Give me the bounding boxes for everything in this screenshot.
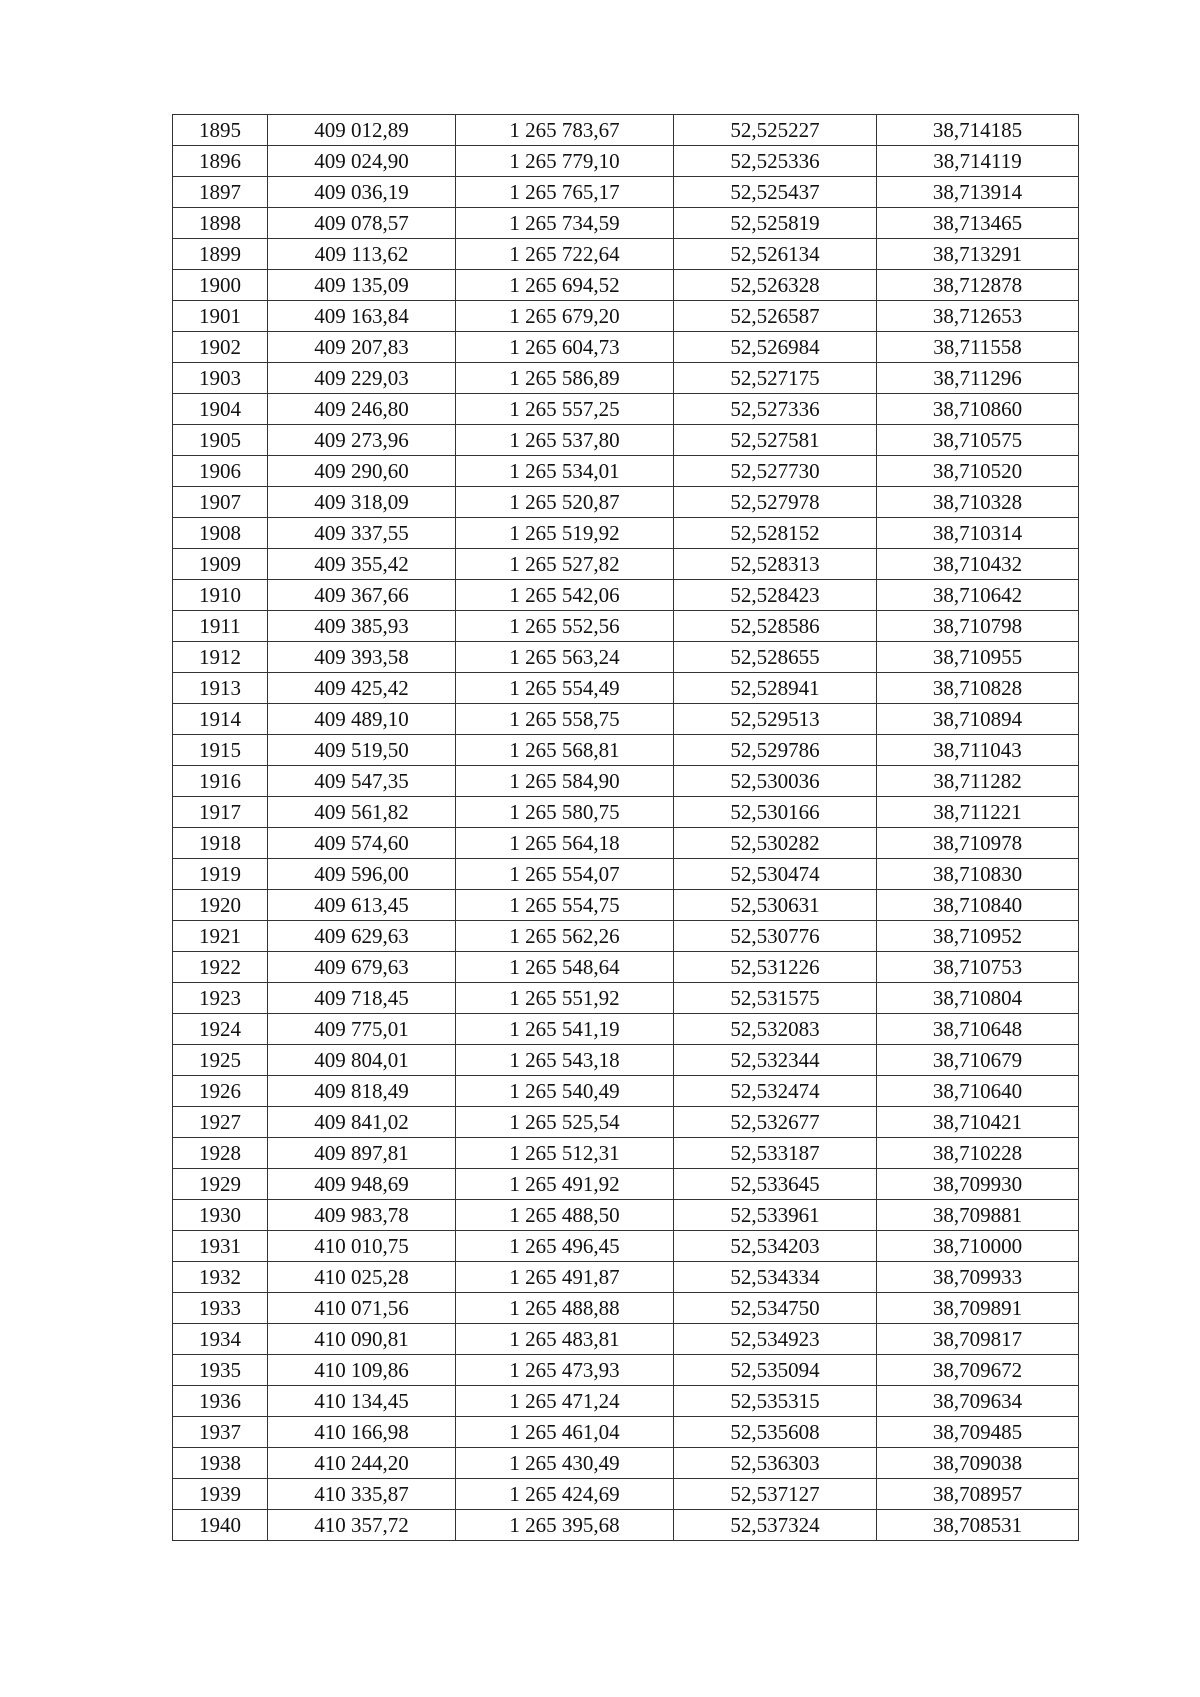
- y-coordinate-cell: 1 265 430,49: [456, 1448, 674, 1479]
- point-number-cell: 1938: [173, 1448, 268, 1479]
- point-number-cell: 1921: [173, 921, 268, 952]
- longitude-cell: 38,710000: [877, 1231, 1079, 1262]
- latitude-cell: 52,530776: [674, 921, 877, 952]
- point-number-cell: 1896: [173, 146, 268, 177]
- point-number-cell: 1925: [173, 1045, 268, 1076]
- point-number-cell: 1911: [173, 611, 268, 642]
- longitude-cell: 38,709485: [877, 1417, 1079, 1448]
- point-number-cell: 1915: [173, 735, 268, 766]
- table-row: [173, 394, 1079, 425]
- x-coordinate-cell: 409 519,50: [268, 735, 456, 766]
- x-coordinate-cell: 409 574,60: [268, 828, 456, 859]
- table-row: [173, 704, 1079, 735]
- coordinates-table-body: [173, 115, 1079, 1541]
- x-coordinate-cell: 409 897,81: [268, 1138, 456, 1169]
- table-row: [173, 549, 1079, 580]
- latitude-cell: 52,528655: [674, 642, 877, 673]
- point-number-cell: 1929: [173, 1169, 268, 1200]
- latitude-cell: 52,525819: [674, 208, 877, 239]
- point-number-cell: 1920: [173, 890, 268, 921]
- y-coordinate-cell: 1 265 580,75: [456, 797, 674, 828]
- table-row: [173, 1014, 1079, 1045]
- point-number-cell: 1935: [173, 1355, 268, 1386]
- table-row: [173, 1169, 1079, 1200]
- table-row: [173, 642, 1079, 673]
- y-coordinate-cell: 1 265 537,80: [456, 425, 674, 456]
- y-coordinate-cell: 1 265 473,93: [456, 1355, 674, 1386]
- longitude-cell: 38,708531: [877, 1510, 1079, 1541]
- table-row: [173, 983, 1079, 1014]
- longitude-cell: 38,713914: [877, 177, 1079, 208]
- x-coordinate-cell: 410 244,20: [268, 1448, 456, 1479]
- y-coordinate-cell: 1 265 540,49: [456, 1076, 674, 1107]
- table-row: [173, 146, 1079, 177]
- point-number-cell: 1912: [173, 642, 268, 673]
- point-number-cell: 1926: [173, 1076, 268, 1107]
- longitude-cell: 38,711558: [877, 332, 1079, 363]
- longitude-cell: 38,708957: [877, 1479, 1079, 1510]
- y-coordinate-cell: 1 265 783,67: [456, 115, 674, 146]
- y-coordinate-cell: 1 265 584,90: [456, 766, 674, 797]
- x-coordinate-cell: 409 841,02: [268, 1107, 456, 1138]
- y-coordinate-cell: 1 265 564,18: [456, 828, 674, 859]
- latitude-cell: 52,525437: [674, 177, 877, 208]
- y-coordinate-cell: 1 265 554,49: [456, 673, 674, 704]
- latitude-cell: 52,528423: [674, 580, 877, 611]
- table-row: [173, 1231, 1079, 1262]
- point-number-cell: 1924: [173, 1014, 268, 1045]
- latitude-cell: 52,526587: [674, 301, 877, 332]
- longitude-cell: 38,710228: [877, 1138, 1079, 1169]
- latitude-cell: 52,535094: [674, 1355, 877, 1386]
- x-coordinate-cell: 409 629,63: [268, 921, 456, 952]
- point-number-cell: 1939: [173, 1479, 268, 1510]
- x-coordinate-cell: 409 818,49: [268, 1076, 456, 1107]
- table-row: [173, 1200, 1079, 1231]
- table-row: [173, 580, 1079, 611]
- y-coordinate-cell: 1 265 519,92: [456, 518, 674, 549]
- latitude-cell: 52,532474: [674, 1076, 877, 1107]
- table-row: [173, 797, 1079, 828]
- x-coordinate-cell: 409 290,60: [268, 456, 456, 487]
- x-coordinate-cell: 409 163,84: [268, 301, 456, 332]
- latitude-cell: 52,537324: [674, 1510, 877, 1541]
- y-coordinate-cell: 1 265 558,75: [456, 704, 674, 735]
- y-coordinate-cell: 1 265 557,25: [456, 394, 674, 425]
- table-row: [173, 270, 1079, 301]
- table-row: [173, 456, 1079, 487]
- longitude-cell: 38,710314: [877, 518, 1079, 549]
- point-number-cell: 1895: [173, 115, 268, 146]
- longitude-cell: 38,713465: [877, 208, 1079, 239]
- y-coordinate-cell: 1 265 483,81: [456, 1324, 674, 1355]
- table-row: [173, 1355, 1079, 1386]
- x-coordinate-cell: 410 134,45: [268, 1386, 456, 1417]
- latitude-cell: 52,526328: [674, 270, 877, 301]
- x-coordinate-cell: 409 024,90: [268, 146, 456, 177]
- table-row: [173, 1293, 1079, 1324]
- latitude-cell: 52,534203: [674, 1231, 877, 1262]
- x-coordinate-cell: 409 547,35: [268, 766, 456, 797]
- point-number-cell: 1927: [173, 1107, 268, 1138]
- x-coordinate-cell: 409 273,96: [268, 425, 456, 456]
- x-coordinate-cell: 410 090,81: [268, 1324, 456, 1355]
- x-coordinate-cell: 410 357,72: [268, 1510, 456, 1541]
- y-coordinate-cell: 1 265 554,07: [456, 859, 674, 890]
- x-coordinate-cell: 409 561,82: [268, 797, 456, 828]
- longitude-cell: 38,710421: [877, 1107, 1079, 1138]
- table-row: [173, 1417, 1079, 1448]
- x-coordinate-cell: 409 337,55: [268, 518, 456, 549]
- x-coordinate-cell: 409 367,66: [268, 580, 456, 611]
- longitude-cell: 38,709817: [877, 1324, 1079, 1355]
- y-coordinate-cell: 1 265 779,10: [456, 146, 674, 177]
- latitude-cell: 52,527730: [674, 456, 877, 487]
- table-row: [173, 239, 1079, 270]
- latitude-cell: 52,527336: [674, 394, 877, 425]
- y-coordinate-cell: 1 265 765,17: [456, 177, 674, 208]
- table-row: [173, 363, 1079, 394]
- table-row: [173, 766, 1079, 797]
- latitude-cell: 52,529513: [674, 704, 877, 735]
- longitude-cell: 38,709891: [877, 1293, 1079, 1324]
- y-coordinate-cell: 1 265 496,45: [456, 1231, 674, 1262]
- y-coordinate-cell: 1 265 694,52: [456, 270, 674, 301]
- table-row: [173, 332, 1079, 363]
- table-row: [173, 859, 1079, 890]
- longitude-cell: 38,710753: [877, 952, 1079, 983]
- y-coordinate-cell: 1 265 520,87: [456, 487, 674, 518]
- y-coordinate-cell: 1 265 722,64: [456, 239, 674, 270]
- table-row: [173, 890, 1079, 921]
- y-coordinate-cell: 1 265 488,88: [456, 1293, 674, 1324]
- latitude-cell: 52,530474: [674, 859, 877, 890]
- longitude-cell: 38,709634: [877, 1386, 1079, 1417]
- table-row: [173, 735, 1079, 766]
- point-number-cell: 1905: [173, 425, 268, 456]
- table-row: [173, 487, 1079, 518]
- point-number-cell: 1940: [173, 1510, 268, 1541]
- latitude-cell: 52,527175: [674, 363, 877, 394]
- point-number-cell: 1931: [173, 1231, 268, 1262]
- latitude-cell: 52,526984: [674, 332, 877, 363]
- latitude-cell: 52,532083: [674, 1014, 877, 1045]
- point-number-cell: 1907: [173, 487, 268, 518]
- x-coordinate-cell: 410 025,28: [268, 1262, 456, 1293]
- point-number-cell: 1922: [173, 952, 268, 983]
- table-row: [173, 301, 1079, 332]
- table-row: [173, 611, 1079, 642]
- longitude-cell: 38,709881: [877, 1200, 1079, 1231]
- table-row: [173, 1510, 1079, 1541]
- latitude-cell: 52,533187: [674, 1138, 877, 1169]
- latitude-cell: 52,528941: [674, 673, 877, 704]
- x-coordinate-cell: 409 355,42: [268, 549, 456, 580]
- x-coordinate-cell: 409 318,09: [268, 487, 456, 518]
- x-coordinate-cell: 409 078,57: [268, 208, 456, 239]
- longitude-cell: 38,710640: [877, 1076, 1079, 1107]
- x-coordinate-cell: 410 071,56: [268, 1293, 456, 1324]
- x-coordinate-cell: 409 775,01: [268, 1014, 456, 1045]
- x-coordinate-cell: 409 804,01: [268, 1045, 456, 1076]
- y-coordinate-cell: 1 265 461,04: [456, 1417, 674, 1448]
- longitude-cell: 38,712878: [877, 270, 1079, 301]
- point-number-cell: 1928: [173, 1138, 268, 1169]
- latitude-cell: 52,530282: [674, 828, 877, 859]
- point-number-cell: 1898: [173, 208, 268, 239]
- table-row: [173, 828, 1079, 859]
- x-coordinate-cell: 410 109,86: [268, 1355, 456, 1386]
- latitude-cell: 52,527978: [674, 487, 877, 518]
- y-coordinate-cell: 1 265 491,87: [456, 1262, 674, 1293]
- latitude-cell: 52,530631: [674, 890, 877, 921]
- longitude-cell: 38,709933: [877, 1262, 1079, 1293]
- table-row: [173, 177, 1079, 208]
- y-coordinate-cell: 1 265 586,89: [456, 363, 674, 394]
- latitude-cell: 52,526134: [674, 239, 877, 270]
- y-coordinate-cell: 1 265 679,20: [456, 301, 674, 332]
- x-coordinate-cell: 410 010,75: [268, 1231, 456, 1262]
- longitude-cell: 38,710520: [877, 456, 1079, 487]
- longitude-cell: 38,710804: [877, 983, 1079, 1014]
- y-coordinate-cell: 1 265 548,64: [456, 952, 674, 983]
- longitude-cell: 38,710894: [877, 704, 1079, 735]
- longitude-cell: 38,710798: [877, 611, 1079, 642]
- table-row: [173, 115, 1079, 146]
- x-coordinate-cell: 409 385,93: [268, 611, 456, 642]
- latitude-cell: 52,530036: [674, 766, 877, 797]
- y-coordinate-cell: 1 265 491,92: [456, 1169, 674, 1200]
- latitude-cell: 52,535608: [674, 1417, 877, 1448]
- point-number-cell: 1904: [173, 394, 268, 425]
- longitude-cell: 38,711043: [877, 735, 1079, 766]
- point-number-cell: 1900: [173, 270, 268, 301]
- table-row: [173, 1479, 1079, 1510]
- y-coordinate-cell: 1 265 488,50: [456, 1200, 674, 1231]
- point-number-cell: 1908: [173, 518, 268, 549]
- longitude-cell: 38,709930: [877, 1169, 1079, 1200]
- y-coordinate-cell: 1 265 563,24: [456, 642, 674, 673]
- x-coordinate-cell: 409 036,19: [268, 177, 456, 208]
- point-number-cell: 1897: [173, 177, 268, 208]
- longitude-cell: 38,710830: [877, 859, 1079, 890]
- point-number-cell: 1902: [173, 332, 268, 363]
- y-coordinate-cell: 1 265 424,69: [456, 1479, 674, 1510]
- longitude-cell: 38,711221: [877, 797, 1079, 828]
- table-row: [173, 1386, 1079, 1417]
- point-number-cell: 1934: [173, 1324, 268, 1355]
- point-number-cell: 1916: [173, 766, 268, 797]
- latitude-cell: 52,535315: [674, 1386, 877, 1417]
- y-coordinate-cell: 1 265 568,81: [456, 735, 674, 766]
- point-number-cell: 1899: [173, 239, 268, 270]
- latitude-cell: 52,525336: [674, 146, 877, 177]
- table-row: [173, 518, 1079, 549]
- longitude-cell: 38,710840: [877, 890, 1079, 921]
- x-coordinate-cell: 409 718,45: [268, 983, 456, 1014]
- longitude-cell: 38,710328: [877, 487, 1079, 518]
- point-number-cell: 1930: [173, 1200, 268, 1231]
- latitude-cell: 52,537127: [674, 1479, 877, 1510]
- table-row: [173, 1138, 1079, 1169]
- longitude-cell: 38,710642: [877, 580, 1079, 611]
- point-number-cell: 1936: [173, 1386, 268, 1417]
- table-row: [173, 208, 1079, 239]
- table-row: [173, 1076, 1079, 1107]
- latitude-cell: 52,533645: [674, 1169, 877, 1200]
- x-coordinate-cell: 410 166,98: [268, 1417, 456, 1448]
- table-row: [173, 1045, 1079, 1076]
- table-row: [173, 1107, 1079, 1138]
- y-coordinate-cell: 1 265 534,01: [456, 456, 674, 487]
- x-coordinate-cell: 409 246,80: [268, 394, 456, 425]
- latitude-cell: 52,527581: [674, 425, 877, 456]
- table-row: [173, 1324, 1079, 1355]
- point-number-cell: 1914: [173, 704, 268, 735]
- point-number-cell: 1923: [173, 983, 268, 1014]
- y-coordinate-cell: 1 265 541,19: [456, 1014, 674, 1045]
- longitude-cell: 38,714185: [877, 115, 1079, 146]
- y-coordinate-cell: 1 265 551,92: [456, 983, 674, 1014]
- x-coordinate-cell: 409 425,42: [268, 673, 456, 704]
- point-number-cell: 1903: [173, 363, 268, 394]
- latitude-cell: 52,525227: [674, 115, 877, 146]
- latitude-cell: 52,532677: [674, 1107, 877, 1138]
- table-row: [173, 921, 1079, 952]
- table-row: [173, 952, 1079, 983]
- latitude-cell: 52,536303: [674, 1448, 877, 1479]
- x-coordinate-cell: 409 983,78: [268, 1200, 456, 1231]
- y-coordinate-cell: 1 265 512,31: [456, 1138, 674, 1169]
- longitude-cell: 38,712653: [877, 301, 1079, 332]
- longitude-cell: 38,709672: [877, 1355, 1079, 1386]
- table-row: [173, 1448, 1079, 1479]
- latitude-cell: 52,533961: [674, 1200, 877, 1231]
- y-coordinate-cell: 1 265 562,26: [456, 921, 674, 952]
- point-number-cell: 1910: [173, 580, 268, 611]
- longitude-cell: 38,710860: [877, 394, 1079, 425]
- y-coordinate-cell: 1 265 525,54: [456, 1107, 674, 1138]
- y-coordinate-cell: 1 265 471,24: [456, 1386, 674, 1417]
- x-coordinate-cell: 410 335,87: [268, 1479, 456, 1510]
- x-coordinate-cell: 409 207,83: [268, 332, 456, 363]
- x-coordinate-cell: 409 613,45: [268, 890, 456, 921]
- y-coordinate-cell: 1 265 527,82: [456, 549, 674, 580]
- point-number-cell: 1901: [173, 301, 268, 332]
- longitude-cell: 38,711282: [877, 766, 1079, 797]
- longitude-cell: 38,710978: [877, 828, 1079, 859]
- longitude-cell: 38,709038: [877, 1448, 1079, 1479]
- longitude-cell: 38,710955: [877, 642, 1079, 673]
- point-number-cell: 1918: [173, 828, 268, 859]
- coordinates-table: [172, 114, 1079, 1541]
- latitude-cell: 52,528586: [674, 611, 877, 642]
- latitude-cell: 52,531226: [674, 952, 877, 983]
- latitude-cell: 52,530166: [674, 797, 877, 828]
- y-coordinate-cell: 1 265 542,06: [456, 580, 674, 611]
- x-coordinate-cell: 409 596,00: [268, 859, 456, 890]
- point-number-cell: 1933: [173, 1293, 268, 1324]
- latitude-cell: 52,528152: [674, 518, 877, 549]
- x-coordinate-cell: 409 229,03: [268, 363, 456, 394]
- y-coordinate-cell: 1 265 543,18: [456, 1045, 674, 1076]
- point-number-cell: 1919: [173, 859, 268, 890]
- x-coordinate-cell: 409 393,58: [268, 642, 456, 673]
- y-coordinate-cell: 1 265 734,59: [456, 208, 674, 239]
- longitude-cell: 38,710575: [877, 425, 1079, 456]
- table-row: [173, 1262, 1079, 1293]
- y-coordinate-cell: 1 265 552,56: [456, 611, 674, 642]
- point-number-cell: 1913: [173, 673, 268, 704]
- latitude-cell: 52,529786: [674, 735, 877, 766]
- longitude-cell: 38,710828: [877, 673, 1079, 704]
- longitude-cell: 38,710952: [877, 921, 1079, 952]
- point-number-cell: 1932: [173, 1262, 268, 1293]
- x-coordinate-cell: 409 135,09: [268, 270, 456, 301]
- table-row: [173, 425, 1079, 456]
- longitude-cell: 38,710679: [877, 1045, 1079, 1076]
- y-coordinate-cell: 1 265 604,73: [456, 332, 674, 363]
- latitude-cell: 52,531575: [674, 983, 877, 1014]
- point-number-cell: 1909: [173, 549, 268, 580]
- y-coordinate-cell: 1 265 554,75: [456, 890, 674, 921]
- x-coordinate-cell: 409 948,69: [268, 1169, 456, 1200]
- point-number-cell: 1937: [173, 1417, 268, 1448]
- x-coordinate-cell: 409 679,63: [268, 952, 456, 983]
- longitude-cell: 38,713291: [877, 239, 1079, 270]
- longitude-cell: 38,710432: [877, 549, 1079, 580]
- longitude-cell: 38,711296: [877, 363, 1079, 394]
- x-coordinate-cell: 409 012,89: [268, 115, 456, 146]
- longitude-cell: 38,710648: [877, 1014, 1079, 1045]
- latitude-cell: 52,534750: [674, 1293, 877, 1324]
- latitude-cell: 52,532344: [674, 1045, 877, 1076]
- latitude-cell: 52,534334: [674, 1262, 877, 1293]
- y-coordinate-cell: 1 265 395,68: [456, 1510, 674, 1541]
- latitude-cell: 52,528313: [674, 549, 877, 580]
- table-row: [173, 673, 1079, 704]
- latitude-cell: 52,534923: [674, 1324, 877, 1355]
- point-number-cell: 1906: [173, 456, 268, 487]
- point-number-cell: 1917: [173, 797, 268, 828]
- x-coordinate-cell: 409 489,10: [268, 704, 456, 735]
- x-coordinate-cell: 409 113,62: [268, 239, 456, 270]
- longitude-cell: 38,714119: [877, 146, 1079, 177]
